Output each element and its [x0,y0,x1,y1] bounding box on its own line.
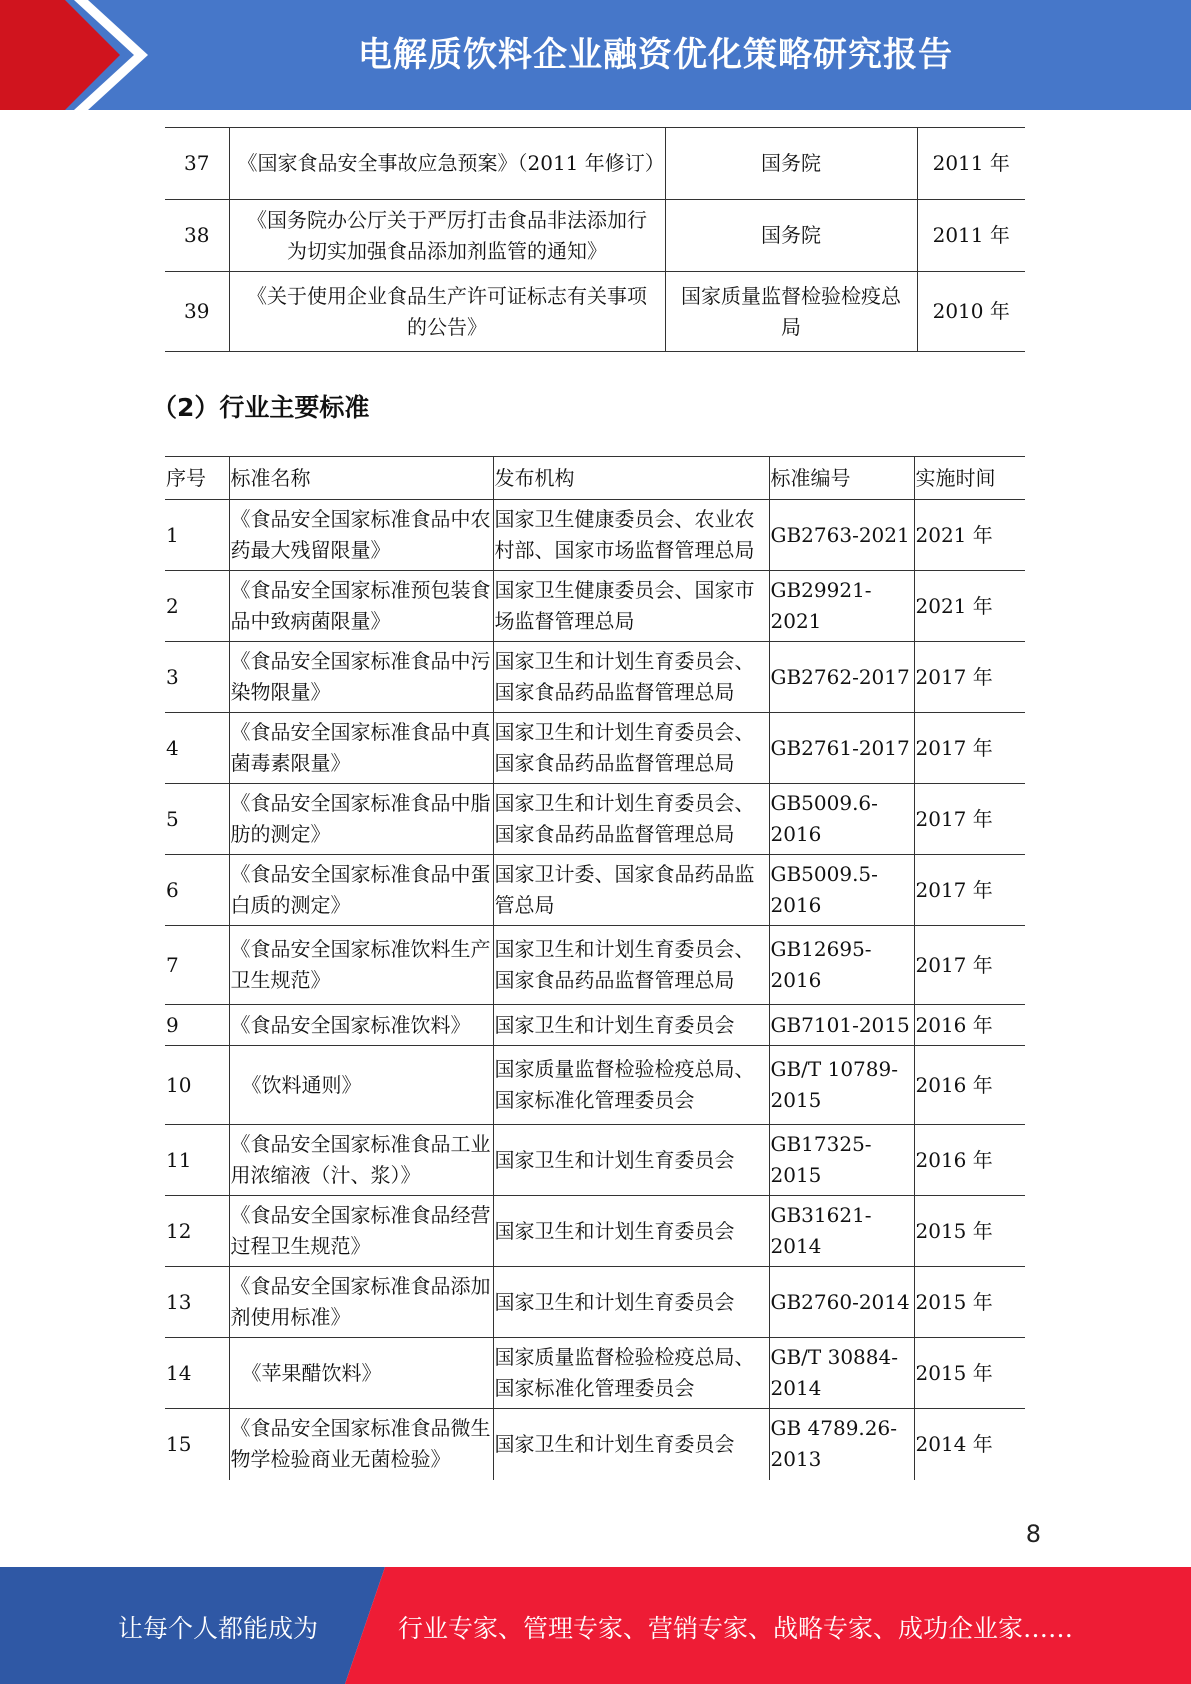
issuing-agency: 国家质量监督检验检疫总局 [665,272,917,352]
effective-date: 2021 年 [914,500,1025,571]
effective-date: 2017 年 [914,713,1025,784]
standard-name: 《食品安全国家标准食品添加剂使用标准》 [229,1267,493,1338]
row-number: 38 [165,200,229,272]
footer-banner [0,1567,1191,1684]
table-row [165,1125,1025,1196]
standard-name: 《食品安全国家标准食品微生物学检验商业无菌检验》 [229,1409,493,1480]
standard-name: 《食品安全国家标准食品中污染物限量》 [229,642,493,713]
standard-code: GB/T 10789-2015 [769,1046,914,1125]
effective-date: 2021 年 [914,571,1025,642]
table-row [165,200,1025,272]
standard-code: GB31621-2014 [769,1196,914,1267]
standard-name: 《食品安全国家标准饮料》 [229,1005,493,1046]
table-header-row [165,457,1025,500]
row-number: 11 [165,1125,229,1196]
row-number: 9 [165,1005,229,1046]
table-row [165,1267,1025,1338]
table-row [165,571,1025,642]
issuing-agency: 国家卫生和计划生育委员会、国家食品药品监督管理总局 [493,784,769,855]
effective-date: 2017 年 [914,784,1025,855]
header-cell-agency: 发布机构 [493,457,769,500]
effective-date: 2017 年 [914,855,1025,926]
row-number: 12 [165,1196,229,1267]
row-number: 3 [165,642,229,713]
row-number: 5 [165,784,229,855]
report-title: 电解质饮料企业融资优化策略研究报告 [358,35,953,75]
effective-date: 2016 年 [914,1005,1025,1046]
issuing-agency: 国家卫生和计划生育委员会 [493,1267,769,1338]
effective-date: 2017 年 [914,642,1025,713]
issuing-agency: 国家卫生健康委员会、国家市场监督管理总局 [493,571,769,642]
issuing-agency: 国家卫生和计划生育委员会 [493,1125,769,1196]
issue-year: 2011 年 [917,200,1025,272]
table-row [165,1046,1025,1125]
standard-code: GB5009.5-2016 [769,855,914,926]
footer-slogan-left: 让每个人都能成为 [118,1614,319,1643]
regulations-table [165,127,1025,352]
table-row [165,926,1025,1005]
standard-code: GB2761-2017 [769,713,914,784]
standard-name: 《食品安全国家标准食品中农药最大残留限量》 [229,500,493,571]
header-cell-date: 实施时间 [914,457,1025,500]
standard-code: GB/T 30884-2014 [769,1338,914,1409]
row-number: 10 [165,1046,229,1125]
header-cell-number: 序号 [165,457,229,500]
effective-date: 2015 年 [914,1338,1025,1409]
table-row [165,642,1025,713]
issuing-agency: 国家质量监督检验检疫总局、国家标准化管理委员会 [493,1338,769,1409]
standard-name: 《食品安全国家标准食品中蛋白质的测定》 [229,855,493,926]
standard-name: 《苹果醋饮料》 [229,1338,493,1409]
standard-code: GB2763-2021 [769,500,914,571]
table-row [165,713,1025,784]
effective-date: 2014 年 [914,1409,1025,1480]
effective-date: 2016 年 [914,1046,1025,1125]
table-row [165,1338,1025,1409]
standard-code: GB2762-2017 [769,642,914,713]
row-number: 4 [165,713,229,784]
footer-slogan-right: 行业专家、管理专家、营销专家、战略专家、成功企业家…… [398,1614,1074,1643]
table-row [165,1005,1025,1046]
standard-code: GB17325-2015 [769,1125,914,1196]
table-row [165,784,1025,855]
issuing-agency: 国家卫生和计划生育委员会 [493,1005,769,1046]
row-number: 15 [166,1431,192,1456]
effective-date: 2015 年 [914,1267,1025,1338]
issue-year: 2011 年 [917,128,1025,200]
table-row [165,855,1025,926]
issuing-agency: 国家卫生和计划生育委员会 [493,1196,769,1267]
issuing-agency: 国家质量监督检验检疫总局、国家标准化管理委员会 [493,1046,769,1125]
section-heading: （2）行业主要标准 [152,393,370,422]
effective-date: 2016 年 [914,1125,1025,1196]
row-number: 37 [165,128,229,200]
table-row [165,1196,1025,1267]
standard-code: GB2760-2014 [769,1267,914,1338]
table-row [165,1409,1025,1480]
standard-name: 《食品安全国家标准预包装食品中致病菌限量》 [229,571,493,642]
header-cell-name: 标准名称 [229,457,493,500]
issuing-agency: 国家卫计委、国家食品药品监管总局 [493,855,769,926]
issuing-agency: 国务院 [665,200,917,272]
page-number: 8 [1025,1520,1041,1548]
table-row [165,272,1025,352]
effective-date: 2017 年 [914,926,1025,1005]
row-number: 39 [165,272,229,352]
regulation-name: 《国务院办公厅关于严厉打击食品非法添加行为切实加强食品添加剂监管的通知》 [229,200,665,272]
issue-year: 2010 年 [917,272,1025,352]
standard-code: GB5009.6-2016 [769,784,914,855]
standards-table [165,456,1025,1480]
regulation-name: 《国家食品安全事故应急预案》（2011 年修订） [229,128,665,200]
issuing-agency: 国家卫生健康委员会、农业农村部、国家市场监督管理总局 [493,500,769,571]
issuing-agency: 国家卫生和计划生育委员会 [493,1409,769,1480]
row-number: 14 [165,1338,229,1409]
effective-date: 2015 年 [914,1196,1025,1267]
standard-code: GB12695-2016 [769,926,914,1005]
standard-name: 《食品安全国家标准食品经营过程卫生规范》 [229,1196,493,1267]
standard-name: 《食品安全国家标准食品中脂肪的测定》 [229,784,493,855]
row-number: 2 [165,571,229,642]
table-row [165,128,1025,200]
standard-name: 《饮料通则》 [229,1046,493,1125]
standard-name: 《食品安全国家标准饮料生产卫生规范》 [229,926,493,1005]
issuing-agency: 国家卫生和计划生育委员会、国家食品药品监督管理总局 [493,926,769,1005]
standard-code: GB7101-2015 [769,1005,914,1046]
standard-code: GB29921-2021 [769,571,914,642]
row-number: 1 [165,500,229,571]
standard-code: GB 4789.26-2013 [769,1409,914,1480]
header-cell-code: 标准编号 [769,457,914,500]
issuing-agency: 国家卫生和计划生育委员会、国家食品药品监督管理总局 [493,642,769,713]
issuing-agency: 国务院 [665,128,917,200]
row-number: 6 [165,855,229,926]
standard-name: 《食品安全国家标准食品工业用浓缩液（汁、浆）》 [229,1125,493,1196]
header-banner [0,0,1191,110]
issuing-agency: 国家卫生和计划生育委员会、国家食品药品监督管理总局 [493,713,769,784]
standard-name: 《食品安全国家标准食品中真菌毒素限量》 [229,713,493,784]
row-number: 7 [165,926,229,1005]
row-number: 13 [165,1267,229,1338]
table-row [165,500,1025,571]
regulation-name: 《关于使用企业食品生产许可证标志有关事项的公告》 [229,272,665,352]
